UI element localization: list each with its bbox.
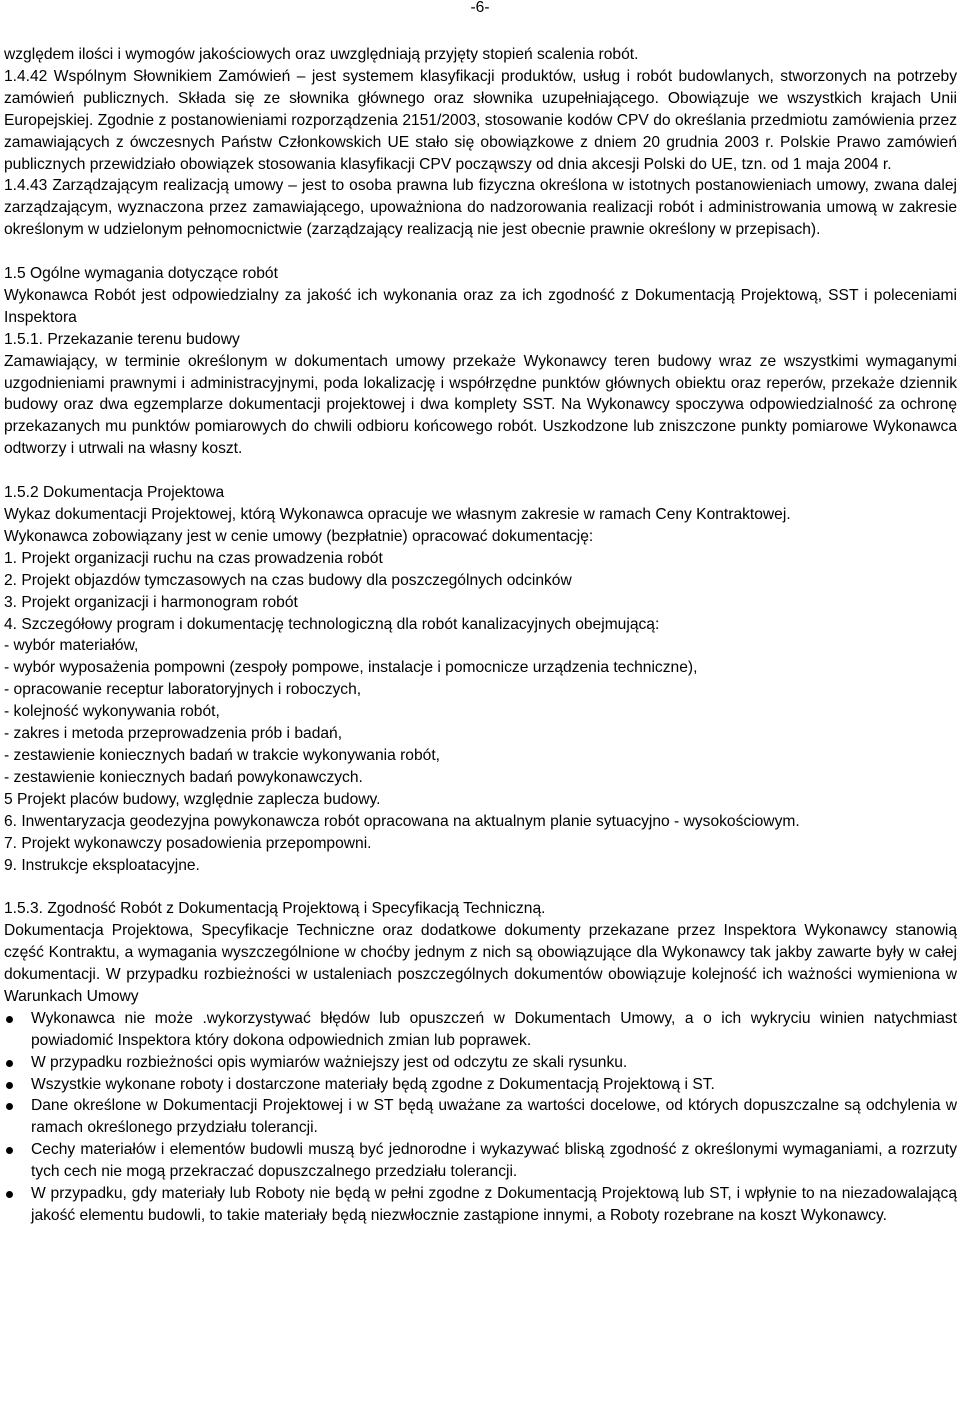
list-line: 7. Projekt wykonawczy posadowienia przepompowni.	[4, 834, 372, 852]
paragraph-scalenie: względem ilości i wymogów jakościowych oraz uwzględniają przyjęty stopień scalenia robót.	[4, 46, 639, 63]
bullet-text: Wykonawca nie może .wykorzystywać błędów lub opuszczeń w Dokumentach Umowy, a o ich wykryciu winien natychmiast powiadomić Inspektora który dokona odpowiednich zmian lub poprawek.	[31, 1009, 957, 1049]
bullet-item	[4, 1095, 957, 1139]
document-body	[4, 44, 957, 1227]
list-line: 5 Projekt placów budowy, względnie zaplecza budowy.	[4, 790, 381, 808]
list-line: - zestawienie koniecznych badań powykonawczych.	[4, 768, 363, 786]
bullet-item	[4, 1139, 957, 1183]
bullet-icon	[6, 1147, 13, 1154]
bullet-text: W przypadku rozbieżności opis wymiarów ważniejszy jest od odczytu ze skali rysunku.	[31, 1053, 628, 1071]
bullet-icon	[6, 1103, 13, 1110]
spacer	[4, 460, 957, 482]
bullet-icon	[6, 1191, 13, 1198]
page-number: -6-	[470, 0, 490, 16]
spacer	[4, 876, 957, 898]
bullet-icon	[6, 1016, 13, 1023]
list-line: 1. Projekt organizacji ruchu na czas prowadzenia robót	[4, 549, 383, 567]
list-line: 3. Projekt organizacji i harmonogram robót	[4, 593, 298, 611]
paragraph-odpowiedzialnosc: Wykonawca Robót jest odpowiedzialny za jakość ich wykonania oraz za ich zgodność z Dokumentacją Projektową, SST i poleceniami Inspektora	[4, 286, 957, 326]
list-line: - zakres i metoda przeprowadzenia prób i badań,	[4, 725, 343, 743]
bullet-icon	[6, 1082, 13, 1089]
bullet-item	[4, 1008, 957, 1052]
bullet-item	[4, 1074, 957, 1096]
list-line: - wybór materiałów,	[4, 637, 139, 655]
bullet-list	[4, 1008, 957, 1227]
paragraph-zgodnosc: Dokumentacja Projektowa, Specyfikacje Techniczne oraz dodatkowe dokumenty przekazane przez Inspektora Wykonawcy stanowią część Kontraktu, a wymagania wyszczególnione w choćby jednym z nich są obowiązujące dla Wykonawcy tak jakby zawarte były w całej dokumentacji. W przypadku rozbieżności w ustaleniach poszczególnych dokumentów obowiązuje kolejność ich ważności wymieniona w Warunkach Umowy	[4, 922, 957, 1005]
paragraph-1-4-42: 1.4.42 Wspólnym Słownikiem Zamówień – jest systemem klasyfikacji produktów, usług i robót budowlanych, stworzonych na potrzeby zamówień publicznych. Składa się ze słownika głównego oraz słownika uzupełniającego. Obowiązuje we wszystkich krajach Unii Europejskiej. Zgodnie z postanowieniami rozporządzenia 2151/2003, stosowanie kodów CPV do określania przedmiotu zamówienia przez zamawiających z ówczesnych Państw Członkowskich UE stało się obowiązkowe z dniem 20 grudnia 2003 r. Polskie Prawo zamówień publicznych przewidziało obowiązek stosowania klasyfikacji CPV począwszy od dnia akcesji Polski do UE, tzn. od 1 maja 2004 r.	[4, 67, 957, 173]
bullet-text: W przypadku, gdy materiały lub Roboty nie będą w pełni zgodne z Dokumentacją Projektową lub ST, i wpłynie to na niezadowalającą jakość elementu budowli, to takie materiały będą niezwłocznie zastąpione innymi, a Roboty rozebrane na koszt Wykonawcy.	[31, 1185, 957, 1224]
bullet-item	[4, 1183, 957, 1227]
bullet-text: Cechy materiałów i elementów budowli muszą być jednorodne i wykazywać bliską zgodność z określonymi wymaganiami, a rozrzuty tych cech nie mogą przekraczać dopuszczalnego przedziału tolerancji.	[31, 1141, 957, 1181]
list-line: 2. Projekt objazdów tymczasowych na czas budowy dla poszczególnych odcinków	[4, 571, 572, 589]
spacer	[4, 241, 957, 263]
list-line: 4. Szczegółowy program i dokumentację technologiczną dla robót kanalizacyjnych obejmującą:	[4, 615, 660, 633]
bullet-text: Dane określone w Dokumentacji Projektowej i w ST będą uważane za wartości docelowe, od których dopuszczalne są odchylenia w ramach określonego przydziału tolerancji.	[31, 1097, 957, 1137]
heading-1-5-1: 1.5.1. Przekazanie terenu budowy	[4, 330, 240, 348]
list-line: 6. Inwentaryzacja geodezyjna powykonawcza robót opracowana na aktualnym planie sytuacyjno - wysokościowym.	[4, 812, 800, 830]
paragraph-wykaz-dokumentacji: Wykaz dokumentacji Projektowej, którą Wykonawca opracuje we własnym zakresie w ramach Ceny Kontraktowej.	[4, 506, 791, 523]
list-line: - kolejność wykonywania robót,	[4, 703, 220, 721]
paragraph-zobowiazanie: Wykonawca zobowiązany jest w cenie umowy (bezpłatnie) opracować dokumentację:	[4, 527, 594, 545]
heading-1-5-2: 1.5.2 Dokumentacja Projektowa	[4, 484, 225, 502]
paragraph-przekazanie-terenu: Zamawiający, w terminie określonym w dokumentach umowy przekaże Wykonawcy teren budowy wraz ze wszystkimi wymaganymi uzgodnieniami prawnymi i administracyjnymi, poda lokalizację i współrzędne punktów głównych obiektu oraz reperów, przekaże dziennik budowy oraz dwa egzemplarze dokumentacji projektowej i dwa komplety SST. Na Wykonawcy spoczywa odpowiedzialność za ochronę przekazanych mu punktów pomiarowych do chwili odbioru końcowego robót. Uszkodzone lub zniszczone punkty pomiarowe Wykonawca odtworzy i utrwali na własny koszt.	[4, 352, 957, 458]
bullet-icon	[6, 1060, 13, 1067]
list-line: - opracowanie receptur laboratoryjnych i roboczych,	[4, 681, 362, 699]
heading-1-5-3: 1.5.3. Zgodność Robót z Dokumentacją Projektową i Specyfikacją Techniczną.	[4, 900, 546, 918]
paragraph-1-4-43: 1.4.43 Zarządzającym realizacją umowy – jest to osoba prawna lub fizyczna określona w istotnych postanowieniach umowy, zwana dalej zarządzającym, wyznaczona przez zamawiającego, upoważniona do nadzorowania realizacji robót i administrowania umową w zakresie określonym w udzielonym pełnomocnictwie (zarządzający realizacją nie jest obecnie prawnie określony w przepisach).	[4, 177, 957, 239]
heading-1-5: 1.5 Ogólne wymagania dotyczące robót	[4, 265, 278, 283]
list-line: - zestawienie koniecznych badań w trakcie wykonywania robót,	[4, 746, 440, 764]
bullet-item	[4, 1052, 957, 1074]
list-line: - wybór wyposażenia pompowni (zespoły pompowe, instalacje i pomocnicze urządzenia techniczne),	[4, 659, 698, 677]
list-line: 9. Instrukcje eksploatacyjne.	[4, 856, 200, 874]
bullet-text: Wszystkie wykonane roboty i dostarczone materiały będą zgodne z Dokumentacją Projektową i ST.	[31, 1075, 715, 1093]
